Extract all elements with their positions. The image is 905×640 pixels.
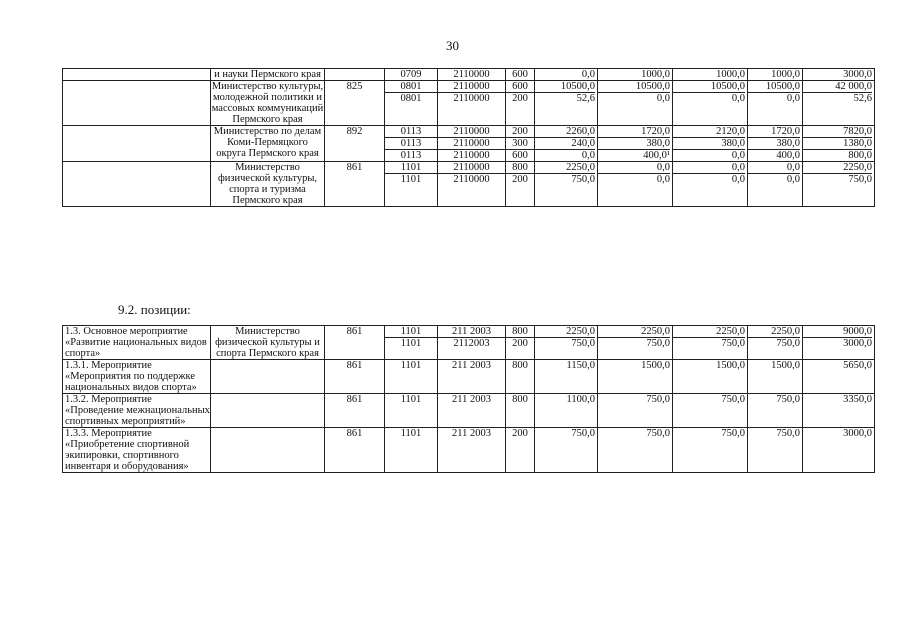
cell-value: 1380,0 [803,137,872,149]
cell-value: 1150,0 [566,360,595,371]
cell-value: 0,0 [598,92,670,104]
cell-value: 750,0 [748,337,800,349]
cell-value: 5650,0 [843,360,872,371]
cell-c1 [63,162,211,207]
cell-value: 1500,0 [641,360,670,371]
cell-value: 2110000 [438,173,505,185]
cell-value: 0,0 [598,173,670,185]
cell-c2: Министерство культуры, молодежной политики и массовых коммуникаций Пермского края [211,81,324,125]
cell-value: 10500,0 [765,81,800,92]
cell-value: 750,0 [535,173,595,185]
cell-c6 [506,326,535,360]
cell-value: 0,0 [786,162,800,173]
cell-c6 [506,360,535,394]
cell-value: 2250,0 [716,326,745,337]
cell-c7 [535,81,598,126]
cell-c8 [598,394,673,428]
cell-c6 [506,394,535,428]
cell-value: 800 [512,326,528,337]
cell-value: 200 [512,126,528,137]
cell-value: 3000,0 [803,337,872,349]
cell-value: 400,0 [748,149,800,161]
cell-c1 [63,81,211,126]
cell-value: 750,0 [776,428,800,439]
cell-value: 1101 [400,428,422,439]
cell-value: 2250,0 [771,326,800,337]
cell-value: 52,6 [803,92,872,104]
cell-c8 [598,326,673,360]
cell-c10 [748,394,803,428]
cell-value: 800 [512,360,528,371]
cell-value: 400,0¹ [598,149,670,161]
cell-c10 [748,326,803,360]
cell-value: 2110000 [453,162,490,173]
cell-c8 [598,81,673,126]
cell-c4 [385,428,438,473]
table-row [63,428,875,473]
cell-value: 1100,0 [566,394,595,405]
cell-value: 1101 [400,162,422,173]
cell-c2 [211,360,325,394]
cell-c10 [748,81,803,126]
cell-c8 [598,428,673,473]
cell-value: 750,0 [721,428,745,439]
cell-value: 2260,0 [566,126,595,137]
cell-c2: Министерство физической культуры и спорта Пермского края [211,326,325,360]
cell-c4 [385,69,438,81]
section-heading: 9.2. позиции: [118,302,191,317]
cell-value: 2110000 [453,126,490,137]
cell-value: 0,0 [673,173,745,185]
cell-c5 [438,360,506,394]
cell-c11 [803,394,875,428]
table-row [63,394,875,428]
cell-c4 [385,394,438,428]
cell-c9 [673,394,748,428]
cell-value: 2110000 [453,69,490,80]
cell-value: 600 [512,69,528,80]
cell-value: 1000,0 [641,69,670,80]
cell-value: 2110000 [438,92,505,104]
cell-c5 [438,69,506,81]
cell-c9 [673,69,748,81]
cell-c3: 861 [325,428,385,473]
cell-value: 750,0 [598,337,670,349]
cell-value: 200 [506,337,534,349]
cell-value: 1101 [400,326,422,337]
cell-value: 211 2003 [452,394,491,405]
cell-value: 750,0 [646,428,670,439]
cell-value: 2250,0 [566,326,595,337]
cell-c8 [598,126,673,162]
cell-value: 1720,0 [641,126,670,137]
cell-c7 [535,126,598,162]
cell-value: 0,0 [656,162,670,173]
budget-table-2 [62,325,875,473]
cell-c11 [803,162,875,207]
cell-value: 1000,0 [771,69,800,80]
cell-c6 [506,162,535,207]
cell-c10 [748,162,803,207]
cell-value: 211 2003 [452,428,491,439]
cell-value: 380,0 [598,137,670,149]
cell-value: 750,0 [721,394,745,405]
cell-c3: 861 [325,394,385,428]
cell-value: 1500,0 [716,360,745,371]
table-row [63,81,875,126]
cell-c2: Министерство физической культуры, спорта и туризма Пермского края [211,162,325,207]
cell-value: 10500,0 [560,81,595,92]
cell-value: 380,0 [748,137,800,149]
cell-value: 380,0 [673,137,745,149]
cell-c5 [438,394,506,428]
cell-value: 0113 [400,126,422,137]
cell-c6 [506,69,535,81]
cell-c5 [438,126,506,162]
cell-value: 750,0 [673,337,745,349]
cell-c1: 1.3. Основное мероприятие «Развитие национальных видов спорта» [63,326,211,360]
cell-c7 [535,360,598,394]
cell-c8 [598,360,673,394]
cell-value: 0113 [385,149,437,161]
cell-c10 [748,69,803,81]
cell-value: 750,0 [571,428,595,439]
cell-c7 [535,428,598,473]
cell-c11 [803,69,875,81]
cell-value: 211 2003 [452,326,491,337]
cell-value: 2250,0 [641,326,670,337]
cell-c7 [535,326,598,360]
cell-c6 [506,428,535,473]
cell-c4 [385,162,438,207]
cell-value: 300 [506,137,534,149]
cell-c6 [506,126,535,162]
cell-c7 [535,69,598,81]
cell-value: 1101 [385,173,437,185]
cell-value: 200 [506,92,534,104]
cell-value: 10500,0 [635,81,670,92]
cell-c11 [803,360,875,394]
cell-value: 9000,0 [843,326,872,337]
cell-value: 2250,0 [566,162,595,173]
cell-value: 2120,0 [716,126,745,137]
cell-c11 [803,81,875,126]
cell-value: 2110000 [438,149,505,161]
cell-c9 [673,428,748,473]
cell-value: 750,0 [776,394,800,405]
cell-c5 [438,81,506,126]
table-row [63,69,875,81]
cell-value: 0,0 [673,149,745,161]
cell-c1 [63,126,211,162]
cell-value: 211 2003 [452,360,491,371]
cell-c5 [438,162,506,207]
cell-value: 0,0 [673,92,745,104]
cell-value: 0,0 [748,173,800,185]
cell-value: 200 [512,428,528,439]
cell-value: 750,0 [646,394,670,405]
table-row [63,126,875,162]
cell-c4 [385,360,438,394]
cell-c2 [211,394,325,428]
cell-c4 [385,81,438,126]
cell-value: 3000,0 [843,69,872,80]
cell-c9 [673,126,748,162]
cell-c5 [438,428,506,473]
cell-c2 [211,428,325,473]
page-number: 30 [446,38,459,53]
table-row [63,360,875,394]
cell-value: 750,0 [803,173,872,185]
cell-c1: 1.3.1. Мероприятие «Мероприятия по поддержке национальных видов спорта» [63,360,211,394]
cell-value: 0,0 [748,92,800,104]
cell-value: 42 000,0 [835,81,872,92]
cell-value: 800 [512,162,528,173]
cell-c1 [63,69,211,81]
cell-value: 1500,0 [771,360,800,371]
cell-c2: и науки Пермского края [211,69,325,81]
cell-c8 [598,69,673,81]
cell-c3: 861 [325,360,385,394]
cell-value: 600 [512,81,528,92]
cell-value: 3000,0 [843,428,872,439]
cell-value: 10500,0 [710,81,745,92]
cell-value: 3350,0 [843,394,872,405]
cell-c3: 861 [325,326,385,360]
cell-value: 1101 [400,360,422,371]
cell-c11 [803,428,875,473]
cell-value: 2110000 [453,81,490,92]
cell-value: 1101 [385,337,437,349]
cell-c9 [673,326,748,360]
cell-c11 [803,326,875,360]
cell-c3 [325,69,385,81]
cell-value: 600 [506,149,534,161]
cell-value: 200 [506,173,534,185]
cell-value: 240,0 [535,137,595,149]
cell-c6 [506,81,535,126]
cell-value: 0801 [400,81,422,92]
cell-value: 52,6 [535,92,595,104]
cell-c3: 861 [325,162,385,207]
cell-c11 [803,126,875,162]
cell-value: 0801 [385,92,437,104]
cell-c3: 892 [325,126,385,162]
cell-c9 [673,81,748,126]
cell-c9 [673,360,748,394]
cell-c10 [748,126,803,162]
cell-c1: 1.3.2. Мероприятие «Проведение межнациональных спортивных мероприятий» [63,394,211,428]
cell-value: 0,0 [581,69,595,80]
cell-value: 7820,0 [843,126,872,137]
cell-c5 [438,326,506,360]
cell-value: 750,0 [535,337,595,349]
cell-value: 2112003 [438,337,505,349]
cell-value: 1000,0 [716,69,745,80]
cell-c10 [748,428,803,473]
table-row [63,326,875,360]
cell-c7 [535,162,598,207]
budget-table-1 [62,68,875,207]
cell-value: 800,0 [803,149,872,161]
cell-value: 800 [512,394,528,405]
cell-value: 0,0 [535,149,595,161]
table-row [63,162,875,207]
cell-c7 [535,394,598,428]
cell-c3: 825 [325,81,385,126]
cell-c2: Министерство по делам Коми-Пермяцкого округа Пермского края [211,126,325,162]
cell-c8 [598,162,673,207]
cell-value: 2110000 [438,137,505,149]
cell-value: 1720,0 [771,126,800,137]
cell-c9 [673,162,748,207]
cell-value: 0709 [400,69,422,80]
cell-c4 [385,126,438,162]
cell-c10 [748,360,803,394]
cell-c1: 1.3.3. Мероприятие «Приобретение спортивной экипировки, спортивного инвентаря и оборудования» [63,428,211,473]
cell-value: 1101 [400,394,422,405]
cell-c4 [385,326,438,360]
cell-value: 0113 [385,137,437,149]
cell-value: 0,0 [731,162,745,173]
cell-value: 2250,0 [843,162,872,173]
